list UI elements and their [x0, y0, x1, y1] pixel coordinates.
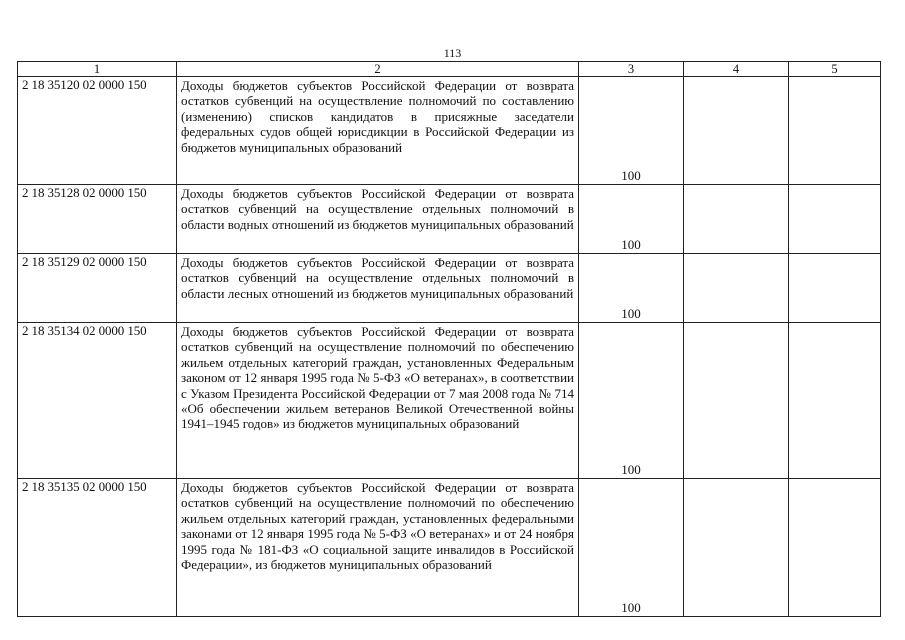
amount-col4	[684, 323, 789, 479]
budget-code: 2 18 35129 02 0000 150	[18, 254, 177, 323]
amount-col3: 100	[579, 77, 684, 185]
revenue-table	[17, 61, 881, 617]
column-header-2: 2	[177, 62, 579, 77]
amount-col5	[789, 323, 881, 479]
amount-col4	[684, 254, 789, 323]
revenue-description: Доходы бюджетов субъектов Российской Федерации от возврата остатков субвенций на осуществление полномочий по обеспечению жильем отдельных категорий граждан, установленных федеральными законами от 12 января 1995 года № 5-ФЗ «О ветеранах» и от 24 ноября 1995 года № 181-ФЗ «О социальной защите инвалидов в Российской Федерации», из бюджетов муниципальных образований	[177, 479, 579, 617]
amount-col4	[684, 77, 789, 185]
amount-col4	[684, 479, 789, 617]
table-row	[18, 479, 881, 617]
revenue-description: Доходы бюджетов субъектов Российской Федерации от возврата остатков субвенций на осуществление полномочий по обеспечению жильем отдельных категорий граждан, установленных Федеральным законом от 12 января 1995 года № 5-ФЗ «О ветеранах», в соответствии с Указом Президента Российской Федерации от 7 мая 2008 года № 714 «Об обеспечении жильем ветеранов Великой Отечественной войны 1941–1945 годов» из бюджетов муниципальных образований	[177, 323, 579, 479]
budget-code: 2 18 35120 02 0000 150	[18, 77, 177, 185]
revenue-description: Доходы бюджетов субъектов Российской Федерации от возврата остатков субвенций на осуществление отдельных полномочий в области лесных отношений из бюджетов муниципальных образований	[177, 254, 579, 323]
column-header-5: 5	[789, 62, 881, 77]
column-header-4: 4	[684, 62, 789, 77]
budget-code: 2 18 35128 02 0000 150	[18, 185, 177, 254]
table-row	[18, 323, 881, 479]
amount-col3: 100	[579, 479, 684, 617]
budget-code: 2 18 35134 02 0000 150	[18, 323, 177, 479]
table-row	[18, 185, 881, 254]
amount-col5	[789, 185, 881, 254]
budget-code: 2 18 35135 02 0000 150	[18, 479, 177, 617]
amount-col4	[684, 185, 789, 254]
revenue-description: Доходы бюджетов субъектов Российской Федерации от возврата остатков субвенций на осуществление полномочий по составлению (изменению) списков кандидатов в присяжные заседатели федеральных судов общей юрисдикции в Российской Федерации из бюджетов муниципальных образований	[177, 77, 579, 185]
amount-col5	[789, 479, 881, 617]
amount-col3: 100	[579, 185, 684, 254]
amount-col5	[789, 254, 881, 323]
table-header-row	[18, 62, 881, 77]
amount-col3: 100	[579, 254, 684, 323]
amount-col3: 100	[579, 323, 684, 479]
table-row	[18, 77, 881, 185]
column-header-3: 3	[579, 62, 684, 77]
page-number: 113	[443, 46, 462, 60]
table-row	[18, 254, 881, 323]
column-header-1: 1	[18, 62, 177, 77]
amount-col5	[789, 77, 881, 185]
revenue-description: Доходы бюджетов субъектов Российской Федерации от возврата остатков субвенций на осуществление отдельных полномочий в области водных отношений из бюджетов муниципальных образований	[177, 185, 579, 254]
